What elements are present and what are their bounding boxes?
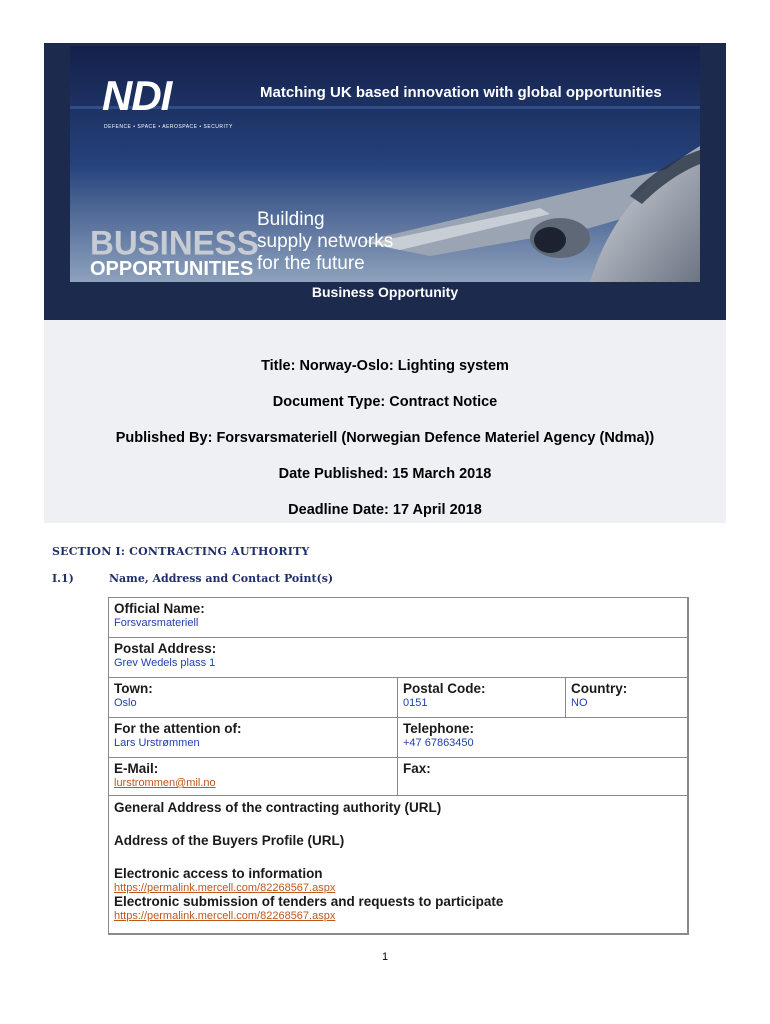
- postal-address-cell: [109, 638, 687, 677]
- electronic-submission-label: Electronic submission of tenders and requests to participate: [114, 894, 504, 909]
- published-by: Published By: Forsvarsmateriell (Norwegian Defence Materiel Agency (Ndma)): [115, 430, 655, 446]
- table-row: [109, 758, 687, 796]
- email-link[interactable]: lurstrommen@mil.no: [114, 777, 216, 789]
- electronic-submission-link[interactable]: https://permalink.mercell.com/82268567.aspx: [114, 910, 336, 922]
- postal-code-label: Postal Code:: [403, 681, 486, 696]
- fax-cell: [397, 758, 687, 795]
- opportunities-word: OPPORTUNITIES: [90, 258, 254, 280]
- official-name-cell: [109, 598, 687, 637]
- postal-address-label: Postal Address:: [114, 641, 217, 656]
- table-row: [109, 796, 687, 933]
- subsection-title: Name, Address and Contact Point(s): [109, 572, 334, 585]
- logo-subtext: DEFENCE • SPACE • AEROSPACE • SECURITY: [104, 124, 233, 130]
- town-label: Town:: [114, 681, 153, 696]
- postal-address-value: Grev Wedels plass 1: [114, 657, 216, 669]
- contact-table: [108, 597, 689, 935]
- town-cell: [109, 678, 397, 717]
- table-row: [109, 598, 687, 638]
- header-banner: [44, 43, 726, 320]
- official-name-label: Official Name:: [114, 601, 205, 616]
- town-value: Oslo: [114, 697, 137, 709]
- building-slogan: [257, 209, 457, 275]
- table-row: [109, 638, 687, 678]
- deadline-date: Deadline Date: 17 April 2018: [288, 502, 482, 518]
- logo-text: NDI: [102, 72, 172, 119]
- electronic-access-label: Electronic access to information: [114, 866, 323, 881]
- country-cell: [565, 678, 687, 717]
- section-heading: SECTION I: CONTRACTING AUTHORITY: [52, 545, 310, 558]
- postal-code-cell: [397, 678, 565, 717]
- attention-value: Lars Urstrømmen: [114, 737, 200, 749]
- url-cell: [109, 796, 687, 933]
- telephone-cell: [397, 718, 687, 757]
- opportunity-summary: [44, 320, 726, 523]
- slogan-line-3: for the future: [257, 253, 365, 274]
- electronic-access-link[interactable]: https://permalink.mercell.com/82268567.aspx: [114, 882, 336, 894]
- country-value: NO: [571, 697, 588, 709]
- date-published: Date Published: 15 March 2018: [278, 466, 492, 482]
- email-cell: [109, 758, 397, 795]
- attention-label: For the attention of:: [114, 721, 242, 736]
- attention-cell: [109, 718, 397, 757]
- table-row: [109, 678, 687, 718]
- email-label: E-Mail:: [114, 761, 159, 776]
- slogan-line-2: supply networks: [257, 231, 394, 252]
- document-type: Document Type: Contract Notice: [272, 394, 498, 410]
- page-number: 1: [381, 951, 389, 963]
- table-row: [109, 718, 687, 758]
- slogan-line-1: Building: [257, 209, 325, 230]
- general-url-label: General Address of the contracting authority (URL): [114, 800, 442, 815]
- buyer-profile-label: Address of the Buyers Profile (URL): [114, 833, 345, 848]
- banner-tagline: Matching UK based innovation with global opportunities: [260, 84, 662, 101]
- official-name-value: Forsvarsmateriell: [114, 617, 199, 629]
- opportunity-title: Title: Norway-Oslo: Lighting system: [261, 358, 509, 374]
- business-word: BUSINESS: [90, 223, 259, 262]
- country-label: Country:: [571, 681, 628, 696]
- fax-label: Fax:: [403, 761, 431, 776]
- ndi-logo: [102, 72, 233, 130]
- telephone-value: +47 67863450: [403, 737, 474, 749]
- banner-image: [70, 46, 700, 282]
- postal-code-value: 0151: [403, 697, 428, 709]
- subsection-number: I.1): [52, 572, 74, 585]
- banner-caption: Business Opportunity: [311, 284, 459, 300]
- telephone-label: Telephone:: [403, 721, 475, 736]
